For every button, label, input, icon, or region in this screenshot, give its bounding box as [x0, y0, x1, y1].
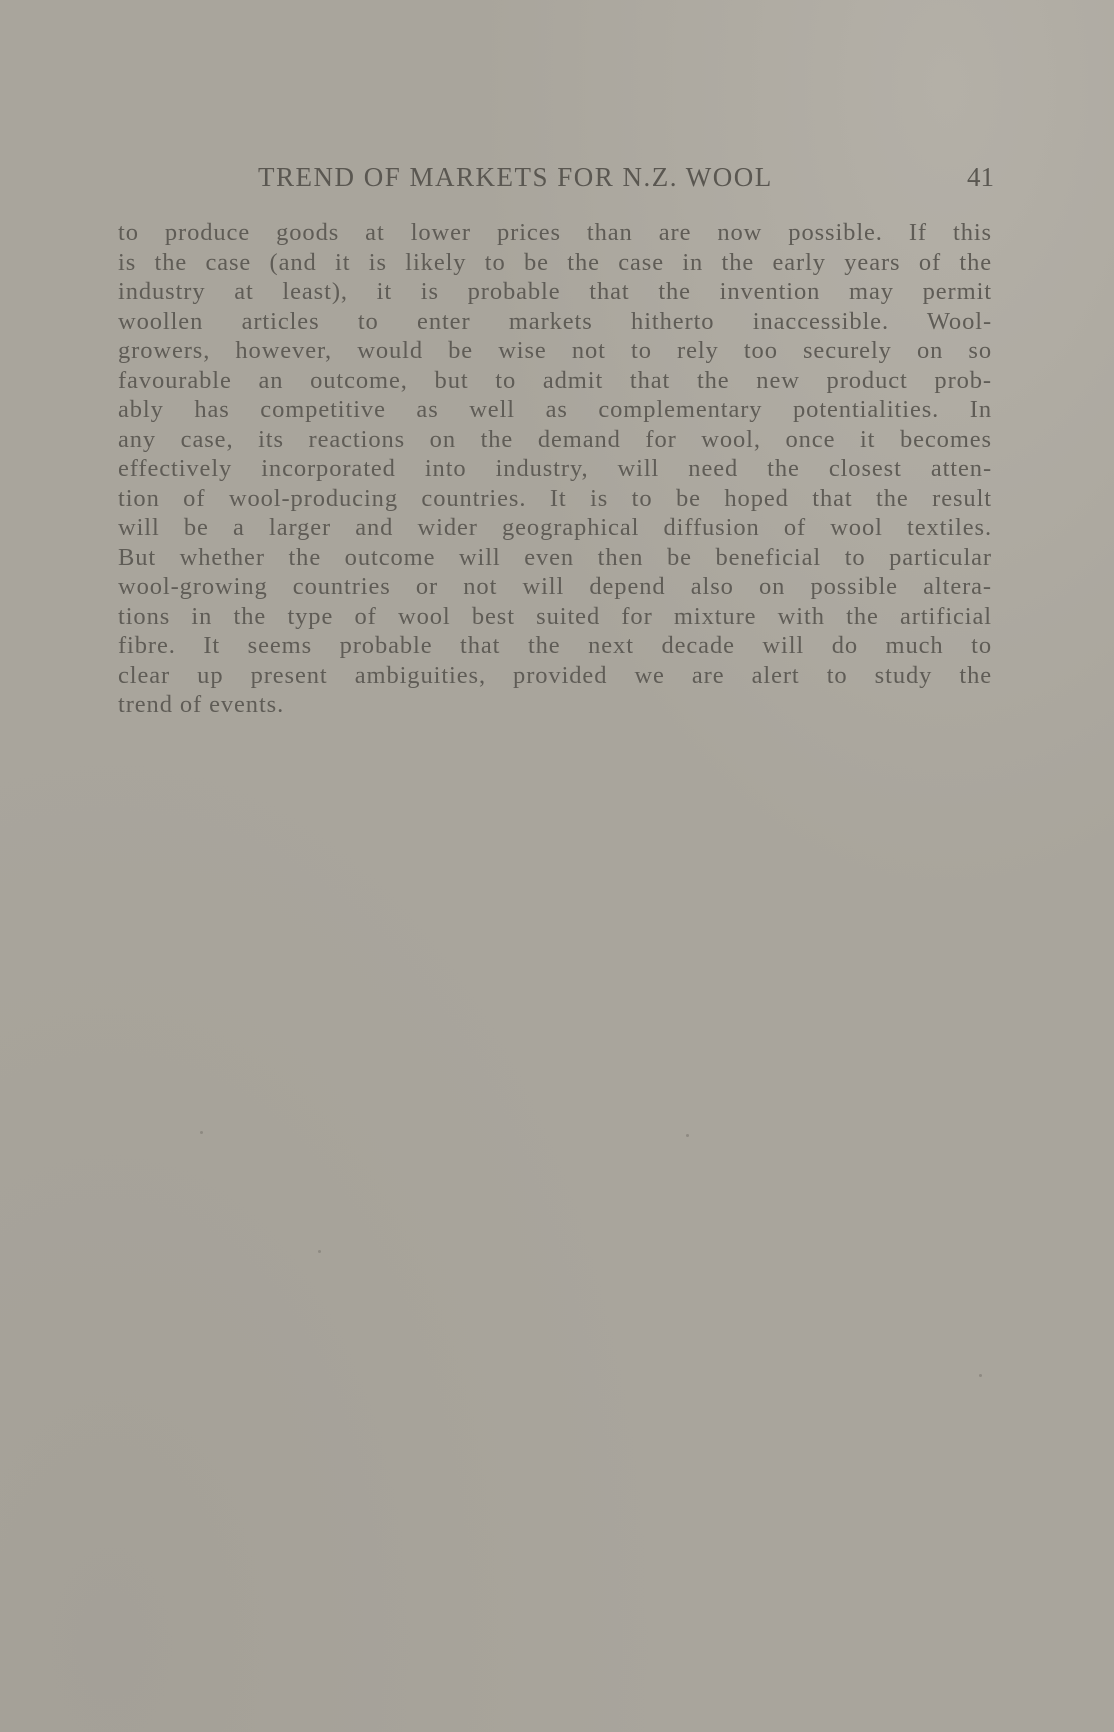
text-line: will be a larger and wider geographical diffusion of wool textiles. — [118, 514, 992, 541]
text-line: tion of wool-producing countries. It is to be hoped that the result — [118, 484, 992, 512]
text-line: growers, however, would be wise not to rely too securely on so — [118, 337, 992, 364]
text-line: trend of events. — [118, 691, 285, 718]
text-line: tions in the type of wool best suited for mixture with the artificial — [118, 602, 992, 630]
body-paragraph — [118, 218, 992, 720]
text-line: to produce goods at lower prices than are now possible. If this — [118, 219, 992, 246]
paper-speck — [979, 1374, 982, 1377]
text-line: ably has competitive as well as complementary potentialities. In — [118, 396, 992, 423]
text-line: woollen articles to enter markets hitherto inaccessible. Wool- — [118, 307, 992, 335]
paper-speck — [686, 1134, 689, 1137]
text-line: favourable an outcome, but to admit that the new product prob- — [118, 366, 992, 394]
text-line: effectively incorporated into industry, will need the closest atten- — [118, 455, 992, 482]
text-line: industry at least), it is probable that the invention may permit — [118, 278, 992, 305]
paper-speck — [200, 1131, 203, 1134]
text-line: clear up present ambiguities, provided we are alert to study the — [118, 661, 992, 689]
page-number: 41 — [967, 162, 994, 192]
text-line: wool-growing countries or not will depend also on possible altera- — [118, 573, 992, 600]
page-header — [118, 160, 994, 194]
text-line: But whether the outcome will even then be beneficial to particular — [118, 543, 992, 571]
paper-speck — [318, 1250, 321, 1253]
text-line: is the case (and it is likely to be the case in the early years of the — [118, 248, 992, 276]
text-line: any case, its reactions on the demand for wool, once it becomes — [118, 425, 992, 453]
text-line: fibre. It seems probable that the next decade will do much to — [118, 632, 992, 659]
running-head: TREND OF MARKETS FOR N.Z. WOOL — [258, 162, 773, 192]
